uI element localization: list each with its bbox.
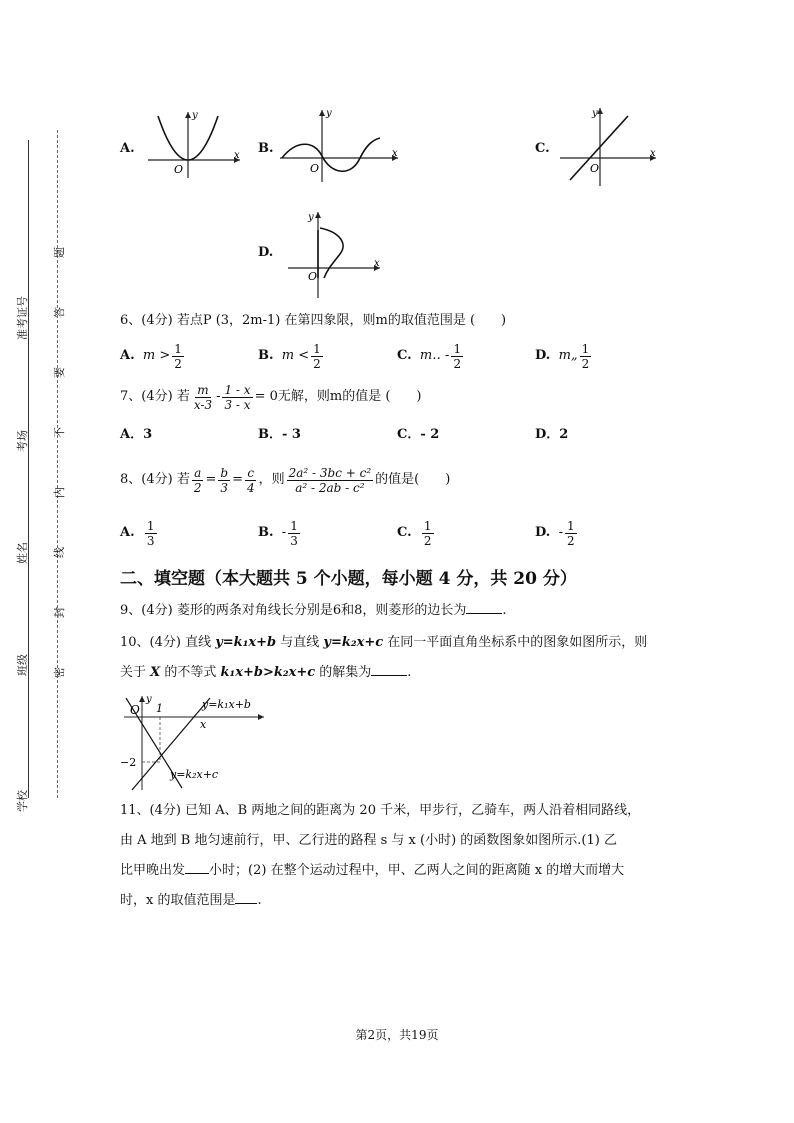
svg-text:y: y [592, 108, 598, 119]
svg-text:x: x [234, 150, 240, 161]
q6-option-c: C. m‥ - $\frac{1}{2}$ [397, 341, 462, 371]
svg-text:O: O [308, 270, 318, 283]
q7-option-d: D．2 [535, 427, 569, 442]
svg-text:y: y [326, 108, 332, 119]
svg-text:y=k₁x+b: y=k₁x+b [202, 698, 251, 711]
svg-text:x: x [374, 258, 380, 269]
page-footer: 第2页，共19页 [355, 1028, 439, 1042]
seal-char: 答 [53, 307, 66, 318]
graph-option-c [556, 104, 662, 188]
option-label-b: B. [258, 141, 274, 156]
answer-blank[interactable] [466, 613, 502, 614]
svg-text:x: x [650, 148, 656, 159]
side-label-exam-room: 考场 [16, 430, 29, 452]
svg-text:O: O [174, 163, 184, 176]
q10-line2: 关于 X 的不等式 k₁x+b>k₂x+c 的解集为 . [120, 665, 412, 680]
q10-figure [118, 692, 268, 792]
q8-option-a: A. $\frac{1}{3}$ [120, 518, 155, 548]
side-label-school: 学校 [16, 790, 29, 812]
side-label-exam-number: 准考证号 [16, 296, 29, 340]
seal-dashed-line [57, 130, 58, 798]
q8-stem: 8、(4分) 若 $\frac{a}{2}$ = $\frac{b}{3}$ = $\frac{c}{4}$ ，则 $\frac{\text{2a² - 3bc + c²}}{\text{a² - 2ab - c²}}$ 的值是( ) [120, 465, 451, 495]
q11-line4: 时，x 的取值范围是 . [120, 893, 262, 908]
q6-option-b: B. m < $\frac{1}{2}$ [258, 341, 321, 371]
graph-option-d [284, 208, 384, 300]
q8-option-d: D. - $\frac{1}{2}$ [535, 518, 575, 548]
svg-text:y: y [308, 212, 314, 223]
svg-text:y: y [192, 110, 198, 121]
answer-blank[interactable] [185, 873, 209, 874]
seal-char: 线 [53, 547, 66, 558]
q8-option-c: C. $\frac{1}{2}$ [397, 518, 432, 548]
binding-line [28, 140, 29, 798]
side-label-name: 姓名 [16, 542, 29, 564]
svg-text:−2: −2 [120, 756, 137, 769]
q11-line1: 11、(4分) 已知 A、B 两地之间的距离为 20 千米，甲步行，乙骑车，两人沿着相同路线， [120, 803, 641, 818]
q6-option-a: A. m > $\frac{1}{2}$ [120, 341, 182, 371]
svg-text:O: O [130, 703, 140, 717]
graph-option-a [144, 108, 244, 180]
q9-stem: 9、(4分) 菱形的两条对角线长分别是6和8，则菱形的边长为 . [120, 603, 507, 618]
seal-char: 密 [53, 667, 66, 678]
graph-option-b [276, 106, 406, 184]
seal-char: 题 [53, 247, 66, 258]
seal-char: 不 [53, 427, 66, 438]
seal-char: 封 [53, 607, 66, 618]
q6-stem: 6、(4分) 若点P (3，2m-1) 在第四象限，则m的取值范围是 ( ) [120, 313, 507, 328]
q7-option-a: A．3 [120, 427, 153, 442]
q7-option-c: C．- 2 [397, 427, 440, 442]
q10-line1: 10、(4分) 直线 y=k₁x+b 与直线 y=k₂x+c 在同一平面直角坐标系中的图象如图所示，则 [120, 635, 648, 650]
q7-option-b: B．- 3 [258, 427, 301, 442]
q11-line3: 比甲晚出发 小时；(2) 在整个运动过程中，甲、乙两人之间的距离随 x 的增大而增大 [120, 863, 625, 878]
svg-text:x: x [392, 148, 398, 159]
svg-text:y: y [146, 694, 152, 705]
q11-line2: 由 A 地到 B 地匀速前行，甲、乙行进的路程 s 与 x (小时) 的函数图象如图所示.(1) 乙 [120, 833, 617, 848]
answer-blank[interactable] [371, 675, 407, 676]
q6-option-d: D. m„ $\frac{1}{2}$ [535, 341, 590, 371]
svg-text:O: O [590, 162, 600, 175]
section-title: 二、填空题（本大题共 5 个小题，每小题 4 分，共 20 分） [120, 569, 577, 589]
option-label-d: D. [258, 245, 274, 260]
seal-char: 内 [53, 487, 66, 498]
answer-blank[interactable] [235, 903, 257, 904]
seal-char: 要 [53, 367, 66, 378]
side-label-class: 班级 [16, 654, 29, 676]
q7-stem: 7、(4分) 若 $\frac{m}{x-3}$ - $\frac{1 - x}{3 - x}$ = 0 无解，则m的值是 ( ) [120, 382, 422, 412]
svg-text:1: 1 [156, 702, 163, 715]
svg-text:x: x [200, 718, 207, 731]
option-label-c: C. [535, 141, 550, 156]
option-label-a: A. [120, 141, 135, 156]
svg-text:O: O [310, 162, 320, 175]
q8-option-b: B. - $\frac{1}{3}$ [258, 518, 298, 548]
svg-text:y=k₂x+c: y=k₂x+c [170, 768, 219, 781]
